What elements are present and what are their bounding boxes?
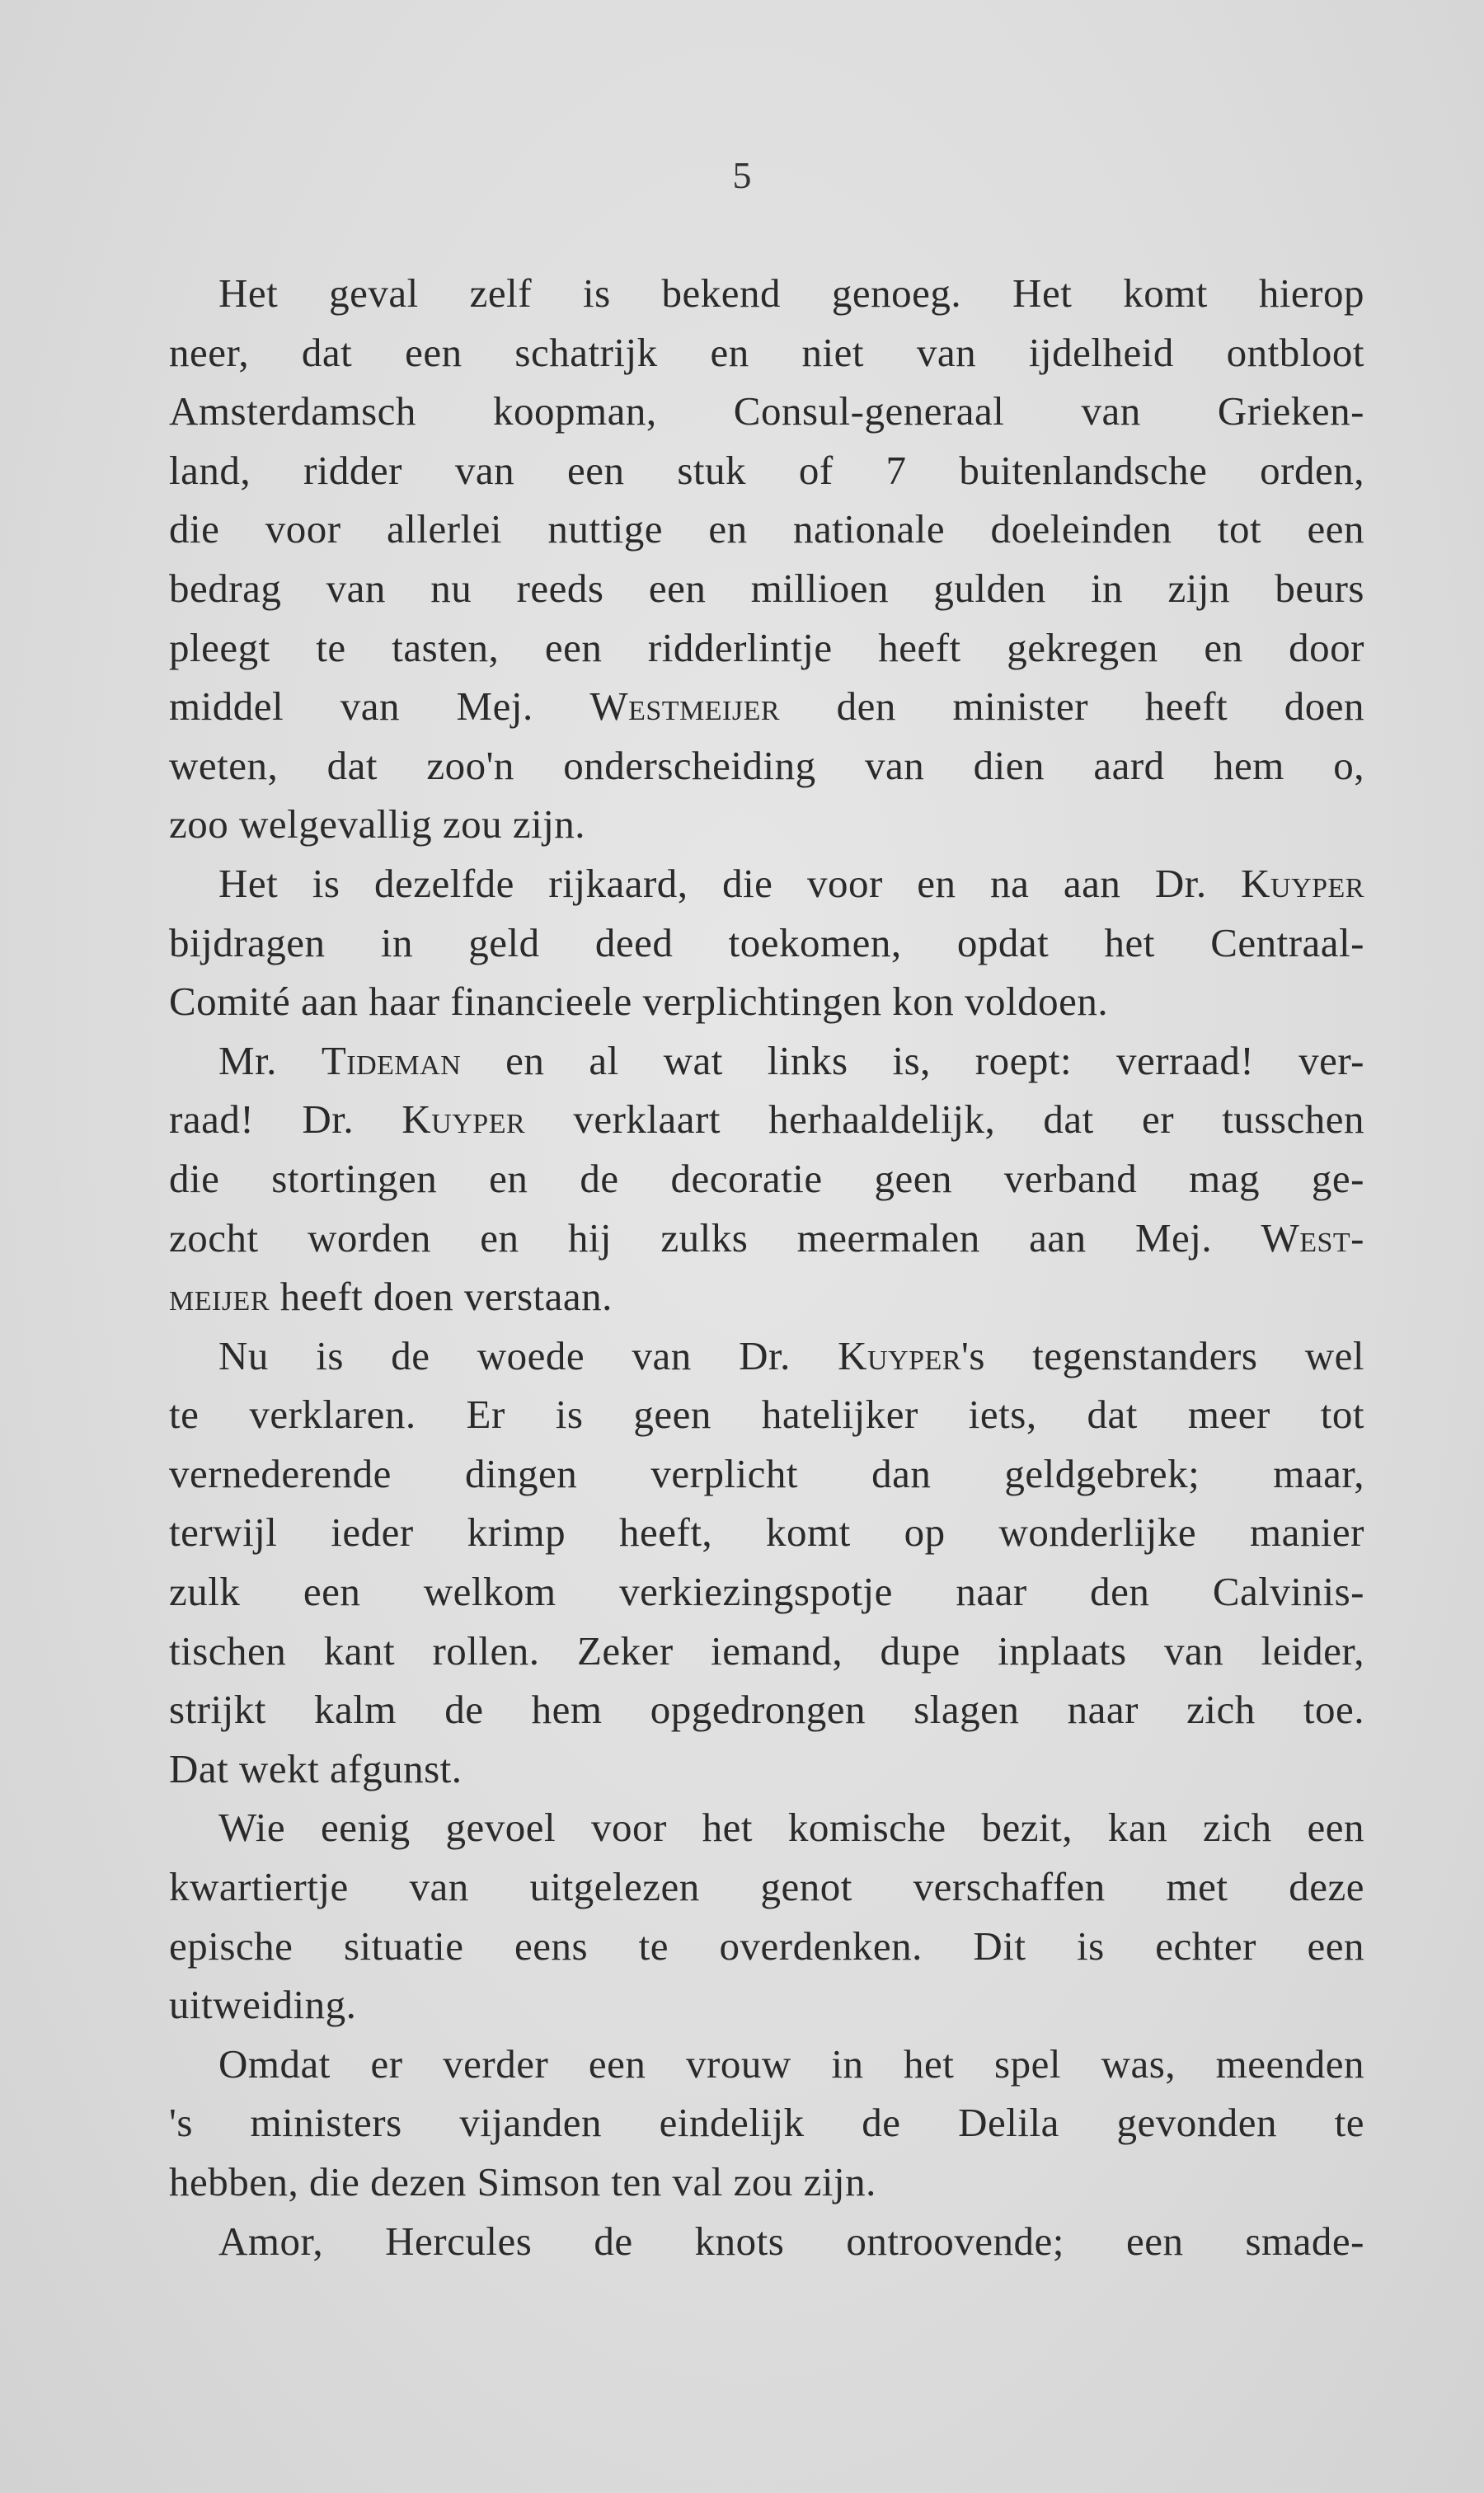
text-line: Wie eenig gevoel voor het komische bezit, kan zich een bbox=[218, 1805, 1364, 1851]
text-line: Het geval zelf is bekend genoeg. Het komt hierop bbox=[218, 270, 1364, 316]
text-line: Nu is de woede van Dr. Kuyper's tegenstanders wel bbox=[218, 1332, 1364, 1378]
body-text bbox=[169, 264, 1364, 2270]
text-line: tischen kant rollen. Zeker iemand, dupe inplaats van leider, bbox=[169, 1627, 1364, 1674]
text-line: neer, dat een schatrijk en niet van ijdelheid ontbloot bbox=[169, 329, 1364, 375]
text-line: 's ministers vijanden eindelijk de Delila gevonden te bbox=[169, 2100, 1364, 2146]
text-line: Omdat er verder een vrouw in het spel was, meenden bbox=[218, 2040, 1364, 2087]
text-line: bedrag van nu reeds een millioen gulden in zijn beurs bbox=[169, 565, 1364, 611]
text-line: strijkt kalm de hem opgedrongen slagen naar zich toe. bbox=[169, 1687, 1364, 1733]
text-line: land, ridder van een stuk of 7 buitenlandsche orden, bbox=[169, 447, 1364, 493]
text-line: pleegt te tasten, een ridderlintje heeft gekregen en door bbox=[169, 624, 1364, 670]
page-number: 5 bbox=[732, 154, 752, 196]
text-line: te verklaren. Er is geen hatelijker iets, dat meer tot bbox=[169, 1392, 1364, 1438]
text-line: hebben, die dezen Simson ten val zou zijn. bbox=[169, 2159, 876, 2204]
text-line: Dat wekt afgunst. bbox=[169, 1745, 463, 1791]
text-line: meijer heeft doen verstaan. bbox=[169, 1274, 613, 1320]
text-line: epische situatie eens te overdenken. Dit is echter een bbox=[169, 1923, 1364, 1969]
text-line: kwartiertje van uitgelezen genot verschaffen met deze bbox=[169, 1864, 1364, 1910]
text-line: middel van Mej. Westmeijer den minister heeft doen bbox=[169, 683, 1364, 730]
text-line: weten, dat zoo'n onderscheiding van dien aard hem o, bbox=[169, 742, 1364, 788]
text-line: zulk een welkom verkiezingspotje naar den Calvinis- bbox=[169, 1569, 1364, 1615]
text-line: bijdragen in geld deed toekomen, opdat het Centraal- bbox=[169, 919, 1364, 965]
text-line: uitweiding. bbox=[169, 1982, 357, 2028]
text-line: zocht worden en hij zulks meermalen aan Mej. West- bbox=[169, 1214, 1364, 1261]
text-line: die stortingen en de decoratie geen verband mag ge- bbox=[169, 1155, 1364, 1201]
text-line: Het is dezelfde rijkaard, die voor en na aan Dr. Kuyper bbox=[218, 860, 1364, 906]
text-line: Amor, Hercules de knots ontroovende; een smade- bbox=[218, 2218, 1364, 2264]
text-line: raad! Dr. Kuyper verklaart herhaaldelijk, dat er tusschen bbox=[169, 1096, 1364, 1143]
text-line: die voor allerlei nuttige en nationale doeleinden tot een bbox=[169, 506, 1364, 552]
text-line: Amsterdamsch koopman, Consul-generaal van Grieken- bbox=[169, 388, 1364, 434]
text-line: vernederende dingen verplicht dan geldgebrek; maar, bbox=[169, 1450, 1364, 1496]
text-line: Mr. Tideman en al wat links is, roept: verraad! ver- bbox=[218, 1037, 1364, 1083]
text-line: zoo welgevallig zou zijn. bbox=[169, 801, 586, 847]
text-line: Comité aan haar financieele verplichtingen kon voldoen. bbox=[169, 979, 1109, 1025]
text-line: terwijl ieder krimp heeft, komt op wonderlijke manier bbox=[169, 1509, 1364, 1556]
